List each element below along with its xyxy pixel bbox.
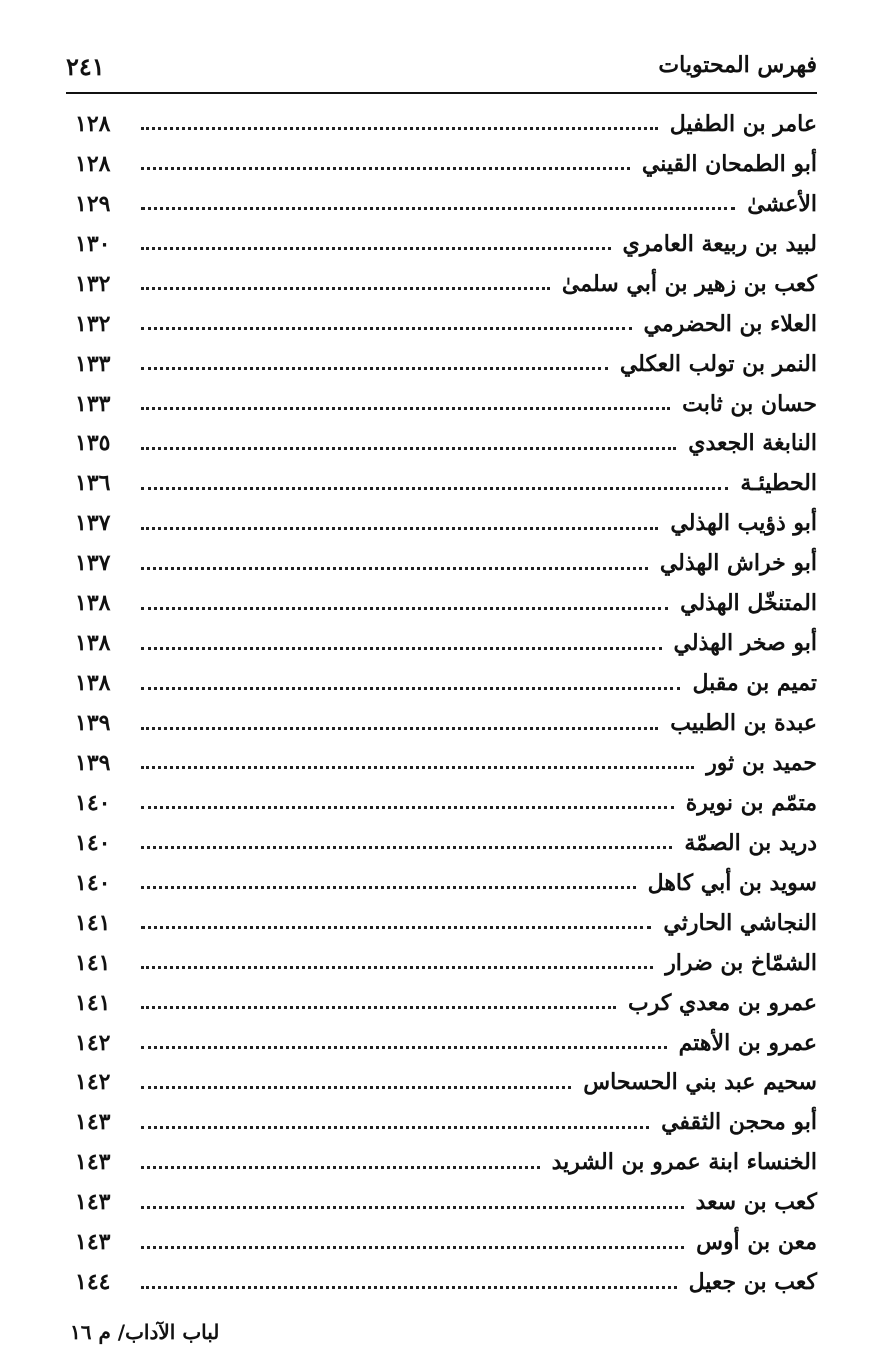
toc-entry bbox=[75, 863, 817, 903]
dot-leader bbox=[141, 367, 608, 370]
toc-entry bbox=[75, 1182, 817, 1222]
toc-entry bbox=[75, 1142, 817, 1182]
entry-page-number: ١٤٤ bbox=[75, 1269, 111, 1296]
dot-leader bbox=[141, 287, 550, 290]
entry-title: الخنساء ابنة عمرو بن الشريد bbox=[551, 1149, 817, 1176]
dot-leader bbox=[141, 1006, 616, 1009]
entry-page-number: ١٤١ bbox=[75, 909, 111, 936]
dot-leader bbox=[141, 687, 680, 690]
toc-entry bbox=[75, 184, 817, 224]
entry-title: سويد بن أبي كاهل bbox=[647, 869, 817, 896]
entry-title: تميم بن مقبل bbox=[692, 670, 817, 697]
dot-leader bbox=[141, 647, 662, 650]
table-of-contents bbox=[75, 104, 817, 1302]
toc-entry bbox=[75, 703, 817, 743]
entry-page-number: ١٤٣ bbox=[75, 1149, 111, 1176]
entry-title: عبدة بن الطبيب bbox=[670, 710, 817, 737]
entry-title: الأعشىٰ bbox=[747, 190, 817, 217]
entry-page-number: ١٢٨ bbox=[75, 150, 111, 177]
entry-title: سحيم عبد بني الحسحاس bbox=[583, 1069, 817, 1096]
page-number: ٢٤١ bbox=[66, 52, 105, 81]
dot-leader bbox=[141, 207, 735, 210]
dot-leader bbox=[141, 407, 670, 410]
toc-entry bbox=[75, 743, 817, 783]
toc-entry bbox=[75, 943, 817, 983]
toc-entry bbox=[75, 983, 817, 1023]
dot-leader bbox=[141, 247, 611, 250]
dot-leader bbox=[141, 727, 658, 730]
dot-leader bbox=[141, 926, 651, 929]
entry-title: المتنخّل الهذلي bbox=[680, 590, 817, 617]
dot-leader bbox=[141, 886, 636, 889]
entry-page-number: ١٣٣ bbox=[75, 390, 111, 417]
dot-leader bbox=[141, 487, 728, 490]
toc-entry bbox=[75, 903, 817, 943]
toc-entry bbox=[75, 264, 817, 304]
toc-entry bbox=[75, 823, 817, 863]
toc-entry bbox=[75, 344, 817, 384]
toc-entry bbox=[75, 224, 817, 264]
dot-leader bbox=[141, 1206, 684, 1209]
entry-title: حميد بن ثور bbox=[706, 749, 817, 776]
entry-title: الحطيئـة bbox=[740, 470, 817, 497]
entry-page-number: ١٤٣ bbox=[75, 1229, 111, 1256]
entry-title: أبو ذؤيب الهذلي bbox=[670, 510, 817, 537]
entry-page-number: ١٤٠ bbox=[75, 829, 111, 856]
entry-title: الشمّاخ بن ضرار bbox=[665, 949, 817, 976]
entry-page-number: ١٣٩ bbox=[75, 710, 111, 737]
entry-page-number: ١٤١ bbox=[75, 989, 111, 1016]
entry-page-number: ١٤٣ bbox=[75, 1189, 111, 1216]
dot-leader bbox=[141, 1046, 667, 1049]
entry-title: أبو الطمحان القيني bbox=[641, 150, 817, 177]
entry-page-number: ١٣٢ bbox=[75, 310, 111, 337]
entry-title: عمرو بن معدي كرب bbox=[628, 989, 817, 1016]
entry-page-number: ١٣٦ bbox=[75, 470, 111, 497]
entry-title: عامر بن الطفيل bbox=[669, 110, 817, 137]
toc-entry bbox=[75, 463, 817, 503]
dot-leader bbox=[141, 966, 653, 969]
entry-title: عمرو بن الأهتم bbox=[678, 1029, 817, 1056]
dot-leader bbox=[141, 607, 668, 610]
toc-entry bbox=[75, 783, 817, 823]
toc-entry bbox=[75, 424, 817, 464]
entry-title: النجاشي الحارثي bbox=[663, 909, 817, 936]
dot-leader bbox=[141, 447, 676, 450]
entry-title: كعب بن سعد bbox=[695, 1189, 817, 1216]
footer-signature: لباب الآداب/ م ١٦ bbox=[70, 1320, 220, 1344]
entry-page-number: ١٣٧ bbox=[75, 550, 111, 577]
toc-entry bbox=[75, 104, 817, 144]
entry-page-number: ١٣٧ bbox=[75, 510, 111, 537]
dot-leader bbox=[141, 766, 694, 769]
entry-page-number: ١٣٠ bbox=[75, 230, 111, 257]
entry-page-number: ١٣٣ bbox=[75, 350, 111, 377]
toc-entry bbox=[75, 1023, 817, 1063]
entry-title: النابغة الجعدي bbox=[688, 430, 817, 457]
entry-title: متمّم بن نويرة bbox=[685, 789, 817, 816]
dot-leader bbox=[141, 327, 632, 330]
dot-leader bbox=[141, 1246, 684, 1249]
entry-title: العلاء بن الحضرمي bbox=[643, 310, 817, 337]
toc-entry bbox=[75, 543, 817, 583]
entry-title: أبو صخر الهذلي bbox=[673, 630, 817, 657]
entry-page-number: ١٣٨ bbox=[75, 630, 111, 657]
dot-leader bbox=[141, 1126, 649, 1129]
entry-page-number: ١٣٨ bbox=[75, 590, 111, 617]
entry-title: أبو محجن الثقفي bbox=[661, 1109, 817, 1136]
toc-entry bbox=[75, 1102, 817, 1142]
toc-entry bbox=[75, 663, 817, 703]
entry-page-number: ١٣٥ bbox=[75, 430, 111, 457]
entry-title: لبيد بن ربيعة العامري bbox=[622, 230, 817, 257]
toc-entry bbox=[75, 1222, 817, 1262]
dot-leader bbox=[141, 1166, 540, 1169]
toc-entry bbox=[75, 304, 817, 344]
toc-entry bbox=[75, 1063, 817, 1103]
entry-title: حسان بن ثابت bbox=[682, 390, 817, 417]
entry-title: دريد بن الصمّة bbox=[684, 829, 817, 856]
toc-entry bbox=[75, 144, 817, 184]
toc-entry bbox=[75, 503, 817, 543]
header-title: فهرس المحتويات bbox=[658, 52, 817, 78]
dot-leader bbox=[141, 127, 658, 130]
running-header bbox=[66, 48, 817, 94]
toc-entry bbox=[75, 623, 817, 663]
dot-leader bbox=[141, 167, 630, 170]
entry-page-number: ١٤٣ bbox=[75, 1109, 111, 1136]
toc-entry bbox=[75, 583, 817, 623]
entry-title: أبو خراش الهذلي bbox=[659, 550, 817, 577]
entry-page-number: ١٤٠ bbox=[75, 869, 111, 896]
entry-title: معن بن أوس bbox=[696, 1229, 817, 1256]
dot-leader bbox=[141, 567, 648, 570]
toc-entry bbox=[75, 384, 817, 424]
entry-page-number: ١٤٠ bbox=[75, 789, 111, 816]
dot-leader bbox=[141, 1286, 677, 1289]
entry-page-number: ١٤٢ bbox=[75, 1069, 111, 1096]
entry-page-number: ١٣٢ bbox=[75, 270, 111, 297]
dot-leader bbox=[141, 806, 674, 809]
dot-leader bbox=[141, 846, 672, 849]
entry-page-number: ١٤٢ bbox=[75, 1029, 111, 1056]
entry-page-number: ١٢٨ bbox=[75, 110, 111, 137]
entry-title: كعب بن زهير بن أبي سلمىٰ bbox=[561, 270, 817, 297]
toc-entry bbox=[75, 1262, 817, 1302]
entry-page-number: ١٣٨ bbox=[75, 670, 111, 697]
entry-page-number: ١٤١ bbox=[75, 949, 111, 976]
entry-title: النمر بن تولب العكلي bbox=[619, 350, 817, 377]
dot-leader bbox=[141, 527, 658, 530]
dot-leader bbox=[141, 1086, 571, 1089]
entry-page-number: ١٣٩ bbox=[75, 749, 111, 776]
entry-page-number: ١٢٩ bbox=[75, 190, 111, 217]
entry-title: كعب بن جعيل bbox=[688, 1269, 817, 1296]
